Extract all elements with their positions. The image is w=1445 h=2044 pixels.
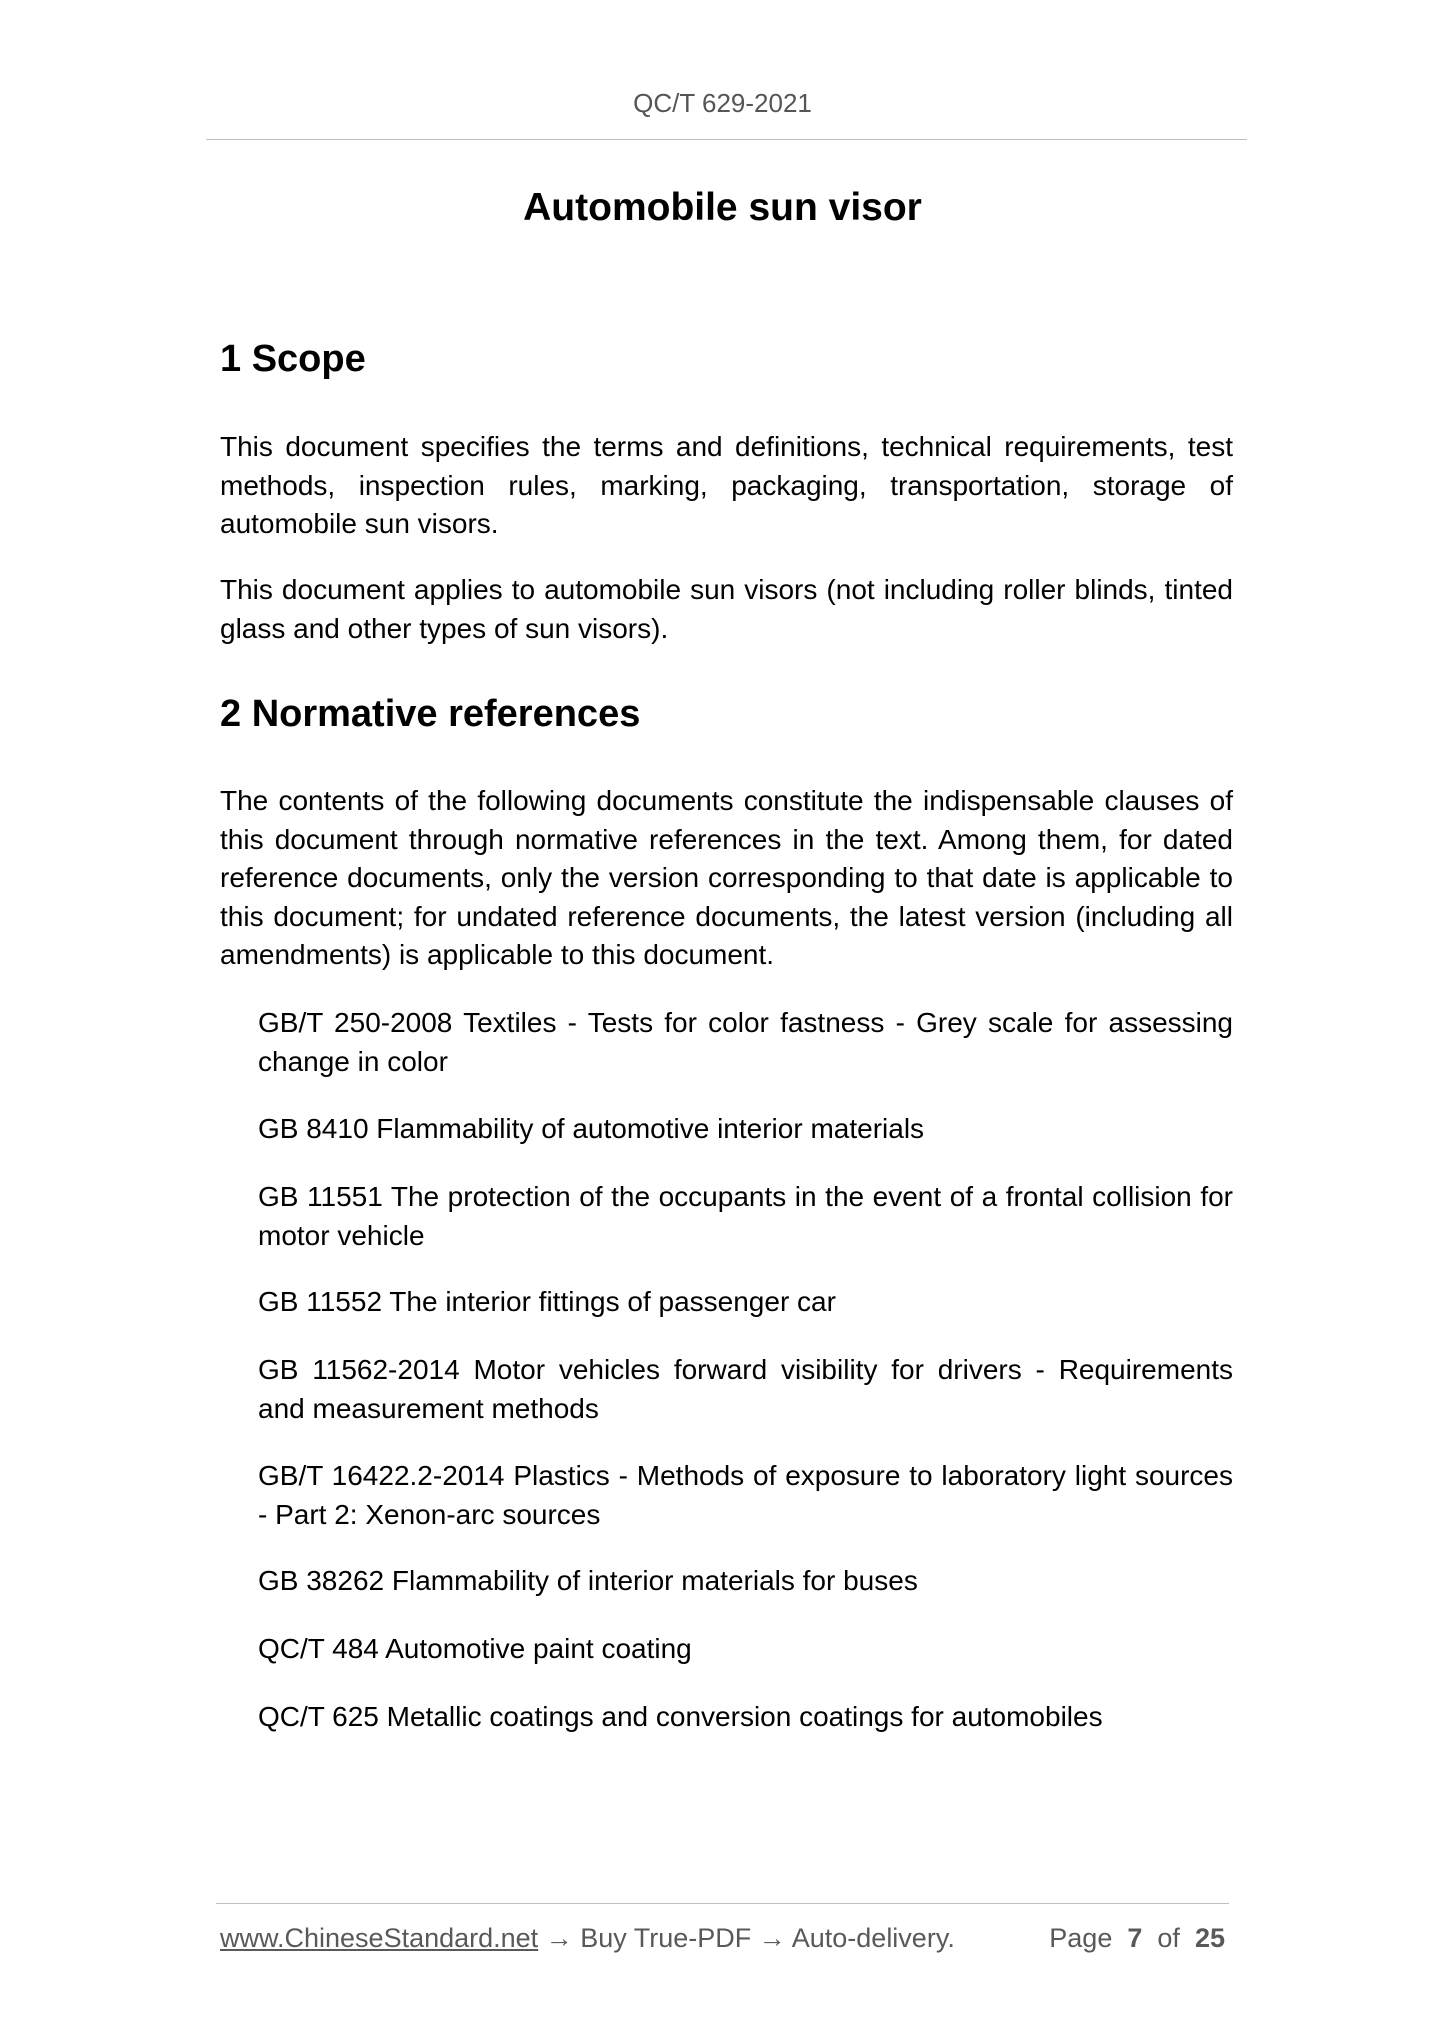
reference-item: GB 8410 Flammability of automotive interior materials: [258, 1113, 925, 1144]
reference-item: GB 11551 The protection of the occupants in the event of a frontal collision for motor vehicle: [258, 1181, 1233, 1251]
scope-paragraph-1: This document specifies the terms and definitions, technical requirements, test methods, inspection rules, marking, packaging, transportation, storage of automobile sun visors.: [220, 431, 1233, 539]
reference-item: GB 11562-2014 Motor vehicles forward visibility for drivers - Requirements and measurement methods: [258, 1354, 1233, 1424]
current-page-number: 7: [1127, 1923, 1143, 1953]
reference-item: QC/T 484 Automotive paint coating: [258, 1633, 692, 1664]
footer-divider: [216, 1903, 1229, 1904]
website-link[interactable]: www.ChineseStandard.net: [220, 1923, 539, 1953]
reference-item: QC/T 625 Metallic coatings and conversion coatings for automobiles: [258, 1701, 1103, 1732]
footer-promo: [220, 1923, 955, 1954]
header-standard-code: QC/T 629-2021: [633, 88, 812, 118]
reference-item: GB/T 16422.2-2014 Plastics - Methods of exposure to laboratory light sources - Part 2: Xenon-arc sources: [258, 1460, 1233, 1530]
page-indicator: [1049, 1923, 1225, 1954]
scope-paragraph-2: This document applies to automobile sun visors (not including roller blinds, tinted glass and other types of sun visors).: [220, 574, 1233, 644]
header-divider: [206, 139, 1247, 140]
normative-paragraph: The contents of the following documents constitute the indispensable clauses of this document through normative references in the text. Among them, for dated reference documents, only the version corresponding to that date is applicable to this document; for undated reference documents, the latest version (including all amendments) is applicable to this document.: [220, 785, 1233, 970]
reference-item: GB 38262 Flammability of interior materials for buses: [258, 1565, 918, 1596]
document-title: Automobile sun visor: [523, 186, 922, 229]
reference-item: GB 11552 The interior fittings of passenger car: [258, 1286, 836, 1317]
reference-item: GB/T 250-2008 Textiles - Tests for color fastness - Grey scale for assessing change in color: [258, 1007, 1233, 1077]
page-label: Page: [1049, 1923, 1113, 1953]
section-heading-scope: 1 Scope: [220, 338, 366, 380]
of-label: of: [1157, 1923, 1180, 1953]
total-pages: 25: [1194, 1923, 1225, 1953]
footer-tagline: → Buy True-PDF → Auto-delivery.: [538, 1923, 955, 1953]
section-heading-normative-references: 2 Normative references: [220, 693, 641, 735]
